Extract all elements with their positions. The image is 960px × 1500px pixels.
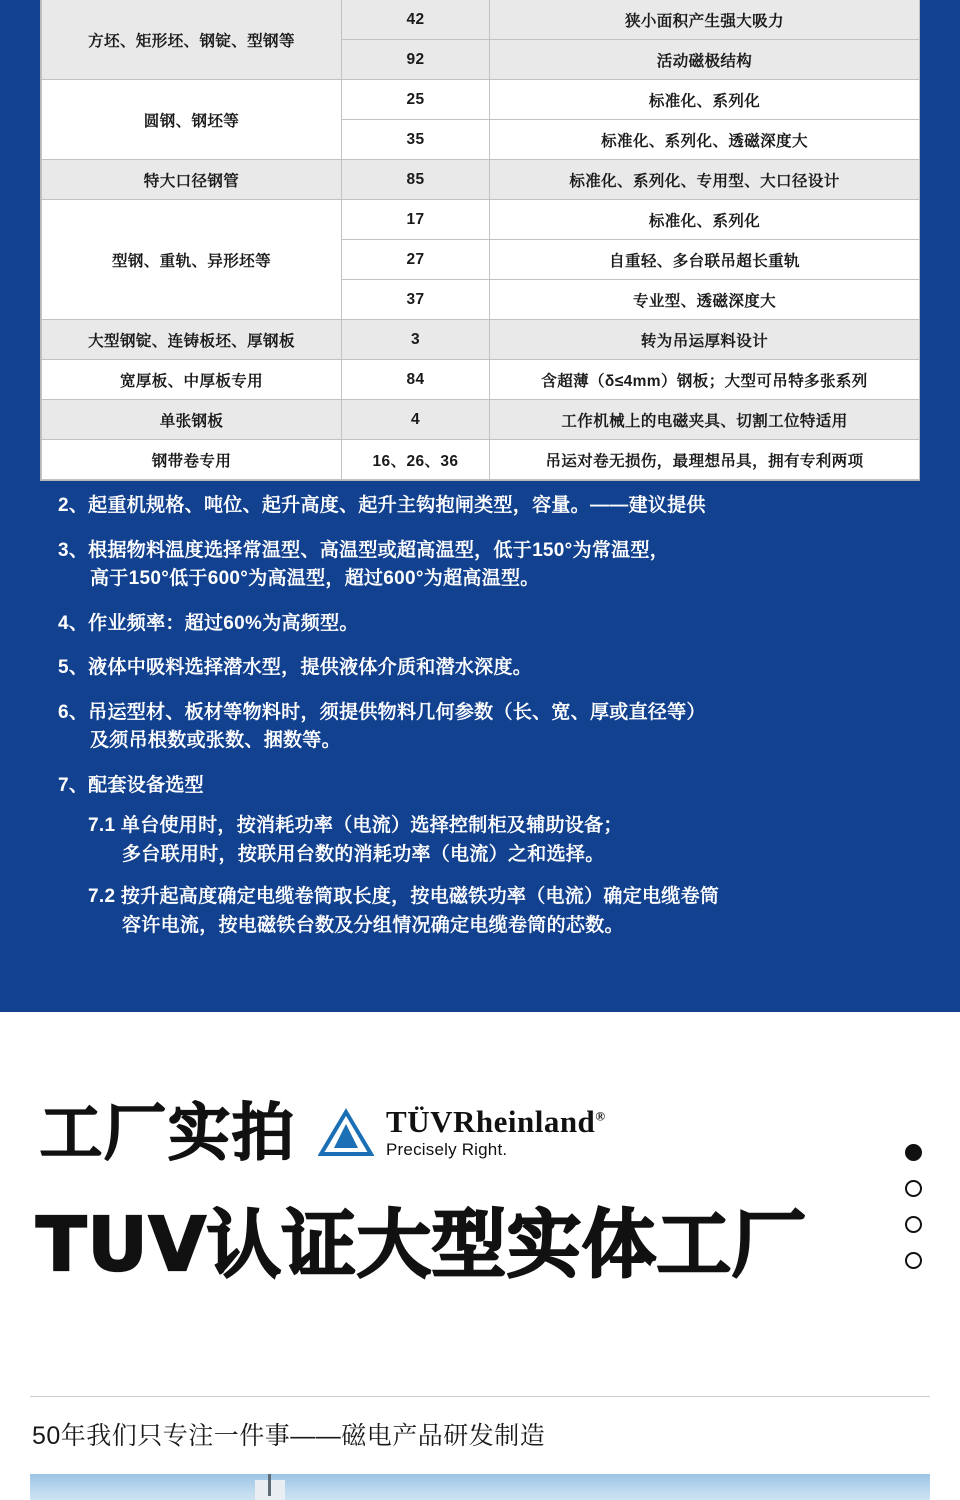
factory-headline-cn: 工厂实拍 xyxy=(40,1096,297,1169)
tuv-text-block xyxy=(386,1103,606,1161)
table-cell-feature: 含超薄（δ≤4mm）钢板；大型可吊特多张系列 xyxy=(490,360,920,400)
tuv-name xyxy=(386,1103,606,1139)
table-cell-feature: 狭小面积产生强大吸力 xyxy=(490,0,920,40)
table-row xyxy=(42,200,920,240)
factory-headline-main: TUV认证大型实体工厂 xyxy=(36,1202,807,1288)
table-cell-feature: 转为吊运厚料设计 xyxy=(490,320,920,360)
table-cell-feature: 标准化、系列化、专用型、大口径设计 xyxy=(490,160,920,200)
table-cell-model: 3 xyxy=(342,320,490,360)
table-row xyxy=(42,0,920,40)
note-item-7-2 xyxy=(0,883,960,940)
table-cell-feature: 标准化、系列化 xyxy=(490,80,920,120)
dot-icon xyxy=(905,1144,922,1161)
factory-tagline: 50年我们只专注一件事——磁电产品研发制造 xyxy=(32,1422,546,1450)
table-cell-model: 35 xyxy=(342,120,490,160)
note-item-3 xyxy=(0,537,960,594)
note-line: 容许电流，按电磁铁台数及分组情况确定电缆卷筒的芯数。 xyxy=(122,914,624,936)
note-line: 2、起重机规格、吨位、起升高度、起升主钩抱闸类型，容量。——建议提供 xyxy=(58,495,706,516)
note-line: 7.2 按升起高度确定电缆卷筒取长度，按电磁铁功率（电流）确定电缆卷筒 xyxy=(88,886,720,907)
note-item-6 xyxy=(0,699,960,756)
table-cell-feature: 吊运对卷无损伤，最理想吊具，拥有专利两项 xyxy=(490,440,920,480)
table-cell-feature: 工作机械上的电磁夹具、切割工位特适用 xyxy=(490,400,920,440)
decorative-dots xyxy=(905,1144,922,1288)
table-cell-material: 特大口径钢管 xyxy=(42,160,342,200)
table-row xyxy=(42,400,920,440)
dot-icon xyxy=(905,1252,922,1269)
spec-table xyxy=(41,0,920,480)
note-line: 多台联用时，按联用台数的消耗功率（电流）之和选择。 xyxy=(122,843,605,865)
dot-icon xyxy=(905,1216,922,1233)
factory-photo-strip xyxy=(30,1474,930,1500)
spec-table-container xyxy=(40,0,920,481)
table-cell-material: 宽厚板、中厚板专用 xyxy=(42,360,342,400)
table-row xyxy=(42,440,920,480)
tuv-tagline: Precisely Right. xyxy=(386,1140,508,1160)
dot-icon xyxy=(905,1180,922,1197)
section-divider xyxy=(30,1396,930,1397)
note-item-7-1 xyxy=(0,812,960,869)
factory-headline-row xyxy=(40,1096,606,1169)
table-cell-material: 型钢、重轨、异形坯等 xyxy=(42,200,342,320)
table-cell-model: 27 xyxy=(342,240,490,280)
table-cell-material: 单张钢板 xyxy=(42,400,342,440)
tuv-name-text: TÜVRheinland xyxy=(386,1103,596,1139)
note-line: 7.1 单台使用时，按消耗功率（电流）选择控制柜及辅助设备； xyxy=(88,815,623,836)
table-cell-model: 16、26、36 xyxy=(342,440,490,480)
table-cell-model: 42 xyxy=(342,0,490,40)
table-cell-model: 37 xyxy=(342,280,490,320)
tuv-registered-mark: ® xyxy=(595,1108,606,1124)
note-line: 及须吊根数或张数、捆数等。 xyxy=(90,730,341,751)
table-cell-model: 92 xyxy=(342,40,490,80)
note-item-2 xyxy=(0,492,960,521)
note-line: 高于150°低于600°为高温型，超过600°为超高温型。 xyxy=(90,568,540,589)
table-cell-model: 4 xyxy=(342,400,490,440)
factory-section xyxy=(0,1012,960,1500)
table-cell-model: 84 xyxy=(342,360,490,400)
note-item-4 xyxy=(0,610,960,639)
table-row xyxy=(42,360,920,400)
table-cell-material: 方坯、矩形坯、钢锭、型钢等 xyxy=(42,0,342,80)
note-line: 5、液体中吸料选择潜水型，提供液体介质和潜水深度。 xyxy=(58,657,533,678)
tuv-triangle-icon xyxy=(318,1108,374,1158)
table-cell-model: 17 xyxy=(342,200,490,240)
table-row xyxy=(42,160,920,200)
table-cell-material: 圆钢、钢坯等 xyxy=(42,80,342,160)
note-item-7 xyxy=(0,772,960,801)
table-cell-material: 钢带卷专用 xyxy=(42,440,342,480)
table-cell-feature: 专业型、透磁深度大 xyxy=(490,280,920,320)
note-item-5 xyxy=(0,654,960,683)
table-cell-feature: 活动磁极结构 xyxy=(490,40,920,80)
table-cell-feature: 标准化、系列化 xyxy=(490,200,920,240)
note-line: 4、作业频率：超过60%为高频型。 xyxy=(58,612,359,634)
note-line: 6、吊运型材、板材等物料时，须提供物料几何参数（长、宽、厚或直径等） xyxy=(58,701,706,723)
photo-pole xyxy=(268,1474,271,1496)
note-line: 7、配套设备选型 xyxy=(58,774,204,796)
note-line: 3、根据物料温度选择常温型、高温型或超高温型，低于150°为常温型， xyxy=(58,539,670,561)
table-cell-model: 25 xyxy=(342,80,490,120)
table-cell-feature: 自重轻、多台联吊超长重轨 xyxy=(490,240,920,280)
table-cell-feature: 标准化、系列化、透磁深度大 xyxy=(490,120,920,160)
table-row xyxy=(42,80,920,120)
tuv-rheinland-logo xyxy=(318,1103,606,1161)
table-cell-model: 85 xyxy=(342,160,490,200)
notes-list xyxy=(0,492,960,954)
table-cell-material: 大型钢锭、连铸板坯、厚钢板 xyxy=(42,320,342,360)
table-row xyxy=(42,320,920,360)
